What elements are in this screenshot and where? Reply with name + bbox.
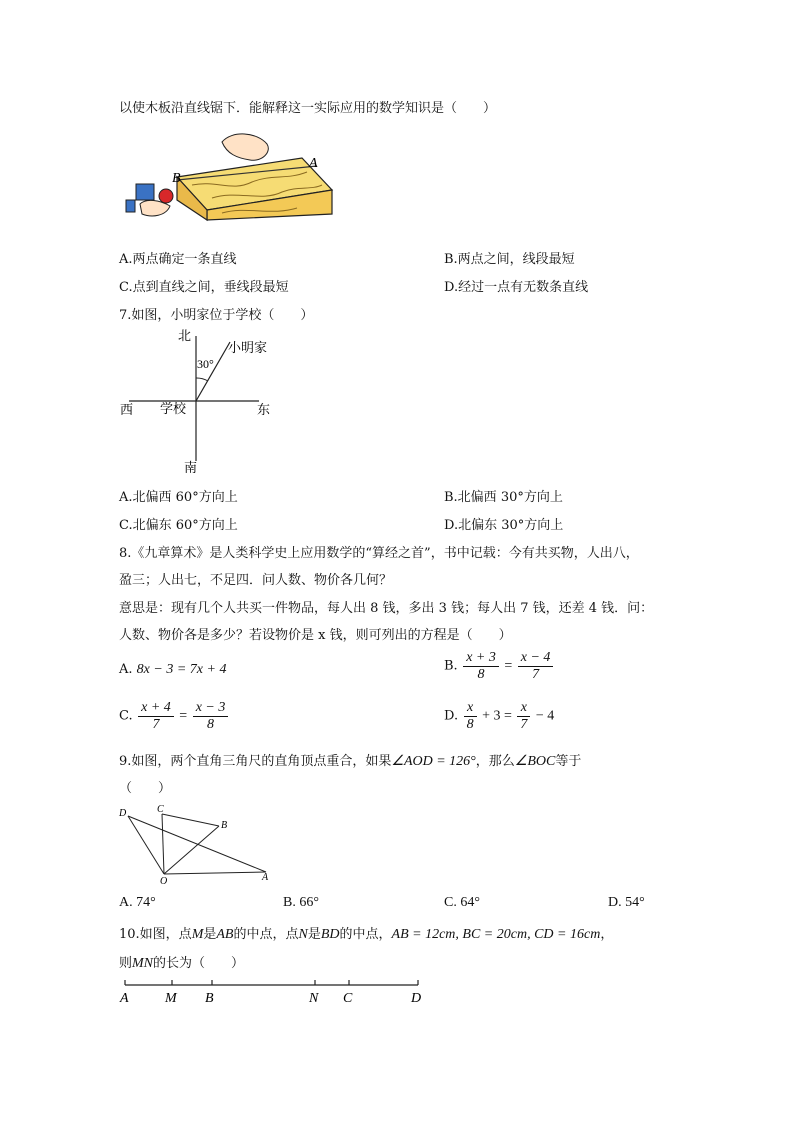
hand-icon bbox=[222, 134, 268, 160]
fraction bbox=[518, 650, 554, 683]
equals-sign: = bbox=[504, 658, 513, 674]
option-letter: C. bbox=[119, 708, 133, 724]
reel-icon bbox=[136, 184, 154, 200]
q10-text: 的中点，点 bbox=[233, 927, 299, 942]
q7-option-d[interactable]: D.北偏东 30°方向上 bbox=[444, 518, 564, 533]
numerator: x − 3 bbox=[193, 700, 229, 717]
west-label: 西 bbox=[120, 402, 134, 417]
handle-icon bbox=[126, 200, 135, 212]
angle-arc bbox=[196, 378, 208, 381]
q10-number-line-figure bbox=[115, 975, 435, 1009]
option-letter: D. bbox=[444, 708, 459, 724]
spool-icon bbox=[159, 189, 173, 203]
q8-option-a[interactable] bbox=[119, 662, 226, 678]
segment-da bbox=[128, 816, 266, 872]
q9-stem-mid: ，那么 bbox=[475, 754, 515, 769]
segment-cb bbox=[162, 814, 219, 826]
fraction bbox=[463, 650, 499, 683]
q9-paren: （ ） bbox=[119, 781, 172, 796]
home-ray bbox=[196, 342, 230, 401]
q6-option-c[interactable]: C.点到直线之间，垂线段最短 bbox=[119, 280, 289, 295]
q10-point-n: N bbox=[298, 927, 308, 942]
q7-option-c[interactable]: C.北偏东 60°方向上 bbox=[119, 518, 238, 533]
option-a-equation: 8x − 3 = 7x + 4 bbox=[136, 662, 227, 677]
south-label: 南 bbox=[184, 460, 198, 475]
q8-line-1: 8.《九章算术》是人类科学史上应用数学的“算经之首”，书中记载：今有共买物，人出八， bbox=[119, 546, 639, 561]
q10-stem-line-2 bbox=[119, 952, 244, 972]
q9-option-d[interactable]: D. 54° bbox=[608, 895, 645, 910]
plus-equals: + 3 = bbox=[482, 708, 512, 724]
angle-label: 30° bbox=[197, 357, 214, 371]
point-a-label: A bbox=[120, 991, 129, 1006]
q9-option-b[interactable]: B. 66° bbox=[283, 895, 319, 910]
fraction bbox=[464, 700, 477, 733]
q10-text: 的中点， bbox=[339, 927, 392, 942]
fraction bbox=[517, 700, 530, 733]
q10-given-lengths: AB = 12cm, BC = 20cm, CD = 16cm bbox=[391, 927, 601, 942]
point-c-label: C bbox=[343, 991, 353, 1006]
denominator: 8 bbox=[477, 667, 485, 682]
q7-stem: 7.如图，小明家位于学校（ ） bbox=[119, 308, 314, 323]
option-letter: A. bbox=[119, 662, 133, 677]
q6-option-b[interactable]: B.两点之间，线段最短 bbox=[444, 252, 575, 267]
q9-option-a[interactable]: A. 74° bbox=[119, 895, 156, 910]
numerator: x + 3 bbox=[463, 650, 499, 667]
point-o-label: O bbox=[160, 876, 168, 886]
option-letter: B. bbox=[444, 658, 458, 674]
point-c-label: C bbox=[157, 804, 164, 815]
segment-oc bbox=[162, 814, 164, 874]
q9-stem-end: 等于 bbox=[555, 754, 582, 769]
q10-stem-line-1 bbox=[119, 923, 613, 943]
point-n-label: N bbox=[309, 991, 319, 1006]
denominator: 7 bbox=[532, 667, 540, 682]
point-d-label: D bbox=[119, 808, 127, 819]
q10-segment-bd: BD bbox=[320, 927, 340, 942]
point-a-label: A bbox=[262, 872, 269, 883]
q7-option-b[interactable]: B.北偏西 30°方向上 bbox=[444, 490, 563, 505]
q10-text: 是 bbox=[203, 927, 217, 942]
numerator: x + 4 bbox=[138, 700, 174, 717]
north-label: 北 bbox=[178, 328, 192, 343]
point-d-label: D bbox=[411, 991, 422, 1006]
q6-stem: 以使木板沿直线锯下．能解释这一实际应用的数学知识是（ ） bbox=[119, 101, 497, 116]
q7-option-a[interactable]: A.北偏西 60°方向上 bbox=[119, 490, 238, 505]
denominator: 8 bbox=[466, 717, 474, 732]
q10-point-m: M bbox=[191, 927, 204, 942]
q10-line2-end: 的长为（ ） bbox=[153, 956, 245, 971]
q10-text: 是 bbox=[307, 927, 321, 942]
q6-saw-figure bbox=[122, 130, 342, 222]
q6-option-a[interactable]: A.两点确定一条直线 bbox=[119, 252, 237, 267]
east-label: 东 bbox=[257, 402, 271, 417]
q9-angle-boc: ∠BOC bbox=[514, 754, 556, 769]
segment-oa bbox=[164, 872, 266, 874]
fraction bbox=[193, 700, 229, 733]
q8-line-3: 意思是：现有几个人共买一件物品，每人出 8 钱，多出 3 钱；每人出 7 钱，还差 4 钱．问： bbox=[119, 601, 654, 616]
q8-option-c[interactable] bbox=[119, 700, 230, 733]
point-b-label: B bbox=[221, 820, 228, 831]
q8-line-2: 盈三；人出七，不足四．问人数、物价各几何？ bbox=[119, 573, 393, 588]
denominator: 7 bbox=[520, 717, 528, 732]
denominator: 8 bbox=[207, 717, 215, 732]
q7-compass-figure bbox=[114, 326, 284, 476]
q10-text: ， bbox=[600, 927, 614, 942]
numerator: x bbox=[517, 700, 530, 717]
q6-option-d[interactable]: D.经过一点有无数条直线 bbox=[444, 280, 589, 295]
minus-four: − 4 bbox=[535, 708, 555, 724]
q8-option-d[interactable] bbox=[444, 700, 554, 733]
point-b-label: B bbox=[205, 991, 214, 1006]
numerator: x − 4 bbox=[518, 650, 554, 667]
point-m-label: M bbox=[165, 991, 177, 1006]
q9-stem-start: 9.如图，两个直角三角尺的直角顶点重合，如果 bbox=[119, 754, 392, 769]
q10-segment-ab: AB bbox=[216, 927, 234, 942]
q10-segment-mn: MN bbox=[132, 956, 154, 971]
school-label: 学校 bbox=[160, 401, 187, 416]
q10-line2-start: 则 bbox=[119, 956, 133, 971]
q9-angle-aod: ∠AOD = 126° bbox=[391, 754, 476, 769]
denominator: 7 bbox=[152, 717, 160, 732]
home-label: 小明家 bbox=[228, 340, 268, 355]
q10-stem-start: 10.如图，点 bbox=[119, 927, 192, 942]
equals-sign: = bbox=[179, 708, 188, 724]
q9-triangles-figure bbox=[116, 804, 276, 886]
fraction bbox=[138, 700, 174, 733]
point-a-label: A bbox=[309, 156, 318, 171]
segment-od bbox=[128, 816, 164, 874]
point-b-label: B bbox=[172, 171, 181, 186]
q8-line-4: 人数、物价各是多少？若设物价是 x 钱，则可列出的方程是（ ） bbox=[119, 628, 512, 643]
q9-option-c[interactable]: C. 64° bbox=[444, 895, 480, 910]
numerator: x bbox=[464, 700, 477, 717]
q8-option-b[interactable] bbox=[444, 650, 555, 683]
q9-stem bbox=[119, 750, 581, 770]
